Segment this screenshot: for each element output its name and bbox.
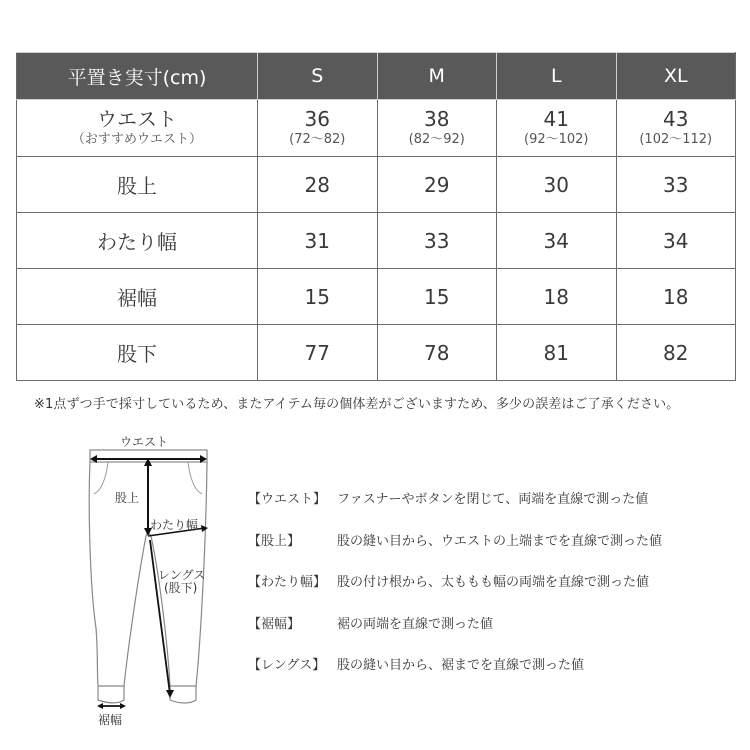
table-cell: 34: [497, 213, 617, 269]
header-size-xl: XL: [616, 53, 736, 100]
legend-term: 【裾幅】: [248, 616, 301, 632]
diagram-label-inseam: (股下): [164, 581, 198, 595]
diagram-label-thigh: わたり幅: [150, 518, 199, 532]
size-table: [16, 52, 736, 381]
table-cell: [377, 100, 497, 157]
legend-desc: 股の付け根から、太ももも幅の両端を直線で測った値: [337, 575, 650, 590]
legend-desc: 股の縫い目から、裾までを直線で測った値: [337, 658, 585, 673]
row-label-thigh: わたり幅: [17, 213, 258, 269]
diagram-label-length: レングス: [158, 568, 206, 582]
legend-term: 【ウエスト】: [248, 492, 327, 507]
table-cell: 81: [497, 325, 617, 381]
diagram-label-rise: 股上: [115, 491, 140, 505]
legend-desc: 股の縫い目から、ウエストの上端までを直線で測った値: [337, 533, 663, 549]
cell-recommended: (72〜82): [289, 132, 346, 147]
row-sublabel-text: （おすすめウエスト）: [71, 132, 203, 147]
table-row-rise: [17, 157, 736, 213]
cell-value: 41: [543, 107, 569, 131]
cell-recommended: (92〜102): [524, 132, 589, 147]
cell-recommended: (82〜92): [408, 132, 465, 147]
legend-term: 【レングス】: [248, 658, 326, 673]
table-cell: [497, 100, 617, 157]
measurement-legend: [248, 488, 728, 696]
table-cell: 31: [258, 213, 378, 269]
list-item: [248, 488, 728, 530]
row-label-hem: 裾幅: [17, 269, 258, 325]
legend-desc: 裾の両端を直線で測った値: [337, 616, 494, 632]
table-cell: 18: [616, 269, 736, 325]
header-size-l: L: [497, 53, 617, 100]
diagram-label-waist: ウエスト: [120, 435, 169, 449]
table-cell: 28: [258, 157, 378, 213]
row-label-inseam: 股下: [17, 325, 258, 381]
row-label-text: ウエスト: [97, 107, 177, 131]
table-cell: 18: [497, 269, 617, 325]
table-cell: 30: [497, 157, 617, 213]
measurement-note: ※1点ずつ手で採寸しているため、またアイテム毎の個体差がございますため、多少の誤差はご了承ください。: [34, 397, 680, 412]
table-cell: [258, 100, 378, 157]
header-size-s: S: [258, 53, 378, 100]
row-label-rise: 股上: [17, 157, 258, 213]
legend-term: 【股上】: [248, 533, 301, 549]
pants-outline-illustration: [80, 428, 230, 728]
table-cell: 33: [377, 213, 497, 269]
table-cell: 33: [616, 157, 736, 213]
pants-diagram: [80, 428, 230, 728]
cell-value: 43: [663, 107, 689, 131]
table-cell: 82: [616, 325, 736, 381]
table-row-thigh: [17, 213, 736, 269]
legend-term: 【わたり幅】: [248, 575, 327, 590]
table-row-waist: [17, 100, 736, 157]
header-size-m: M: [377, 53, 497, 100]
list-item: [248, 613, 728, 655]
table-cell: 34: [616, 213, 736, 269]
list-item: [248, 654, 728, 696]
list-item: [248, 571, 728, 613]
table-cell: 77: [258, 325, 378, 381]
table-cell: [616, 100, 736, 157]
table-cell: 15: [258, 269, 378, 325]
table-row-hem: [17, 269, 736, 325]
list-item: [248, 530, 728, 572]
cell-value: 36: [304, 107, 330, 131]
table-header-row: [17, 53, 736, 100]
header-label: 平置き実寸(cm): [17, 53, 258, 100]
table-cell: 29: [377, 157, 497, 213]
cell-recommended: (102〜112): [639, 132, 713, 147]
legend-desc: ファスナーやボタンを閉じて、両端を直線で測った値: [337, 492, 649, 507]
table-cell: 15: [377, 269, 497, 325]
table-cell: 78: [377, 325, 497, 381]
row-label-waist: [17, 100, 258, 157]
cell-value: 38: [424, 107, 450, 131]
table-row-inseam: [17, 325, 736, 381]
diagram-label-hem: 裾幅: [98, 713, 123, 727]
